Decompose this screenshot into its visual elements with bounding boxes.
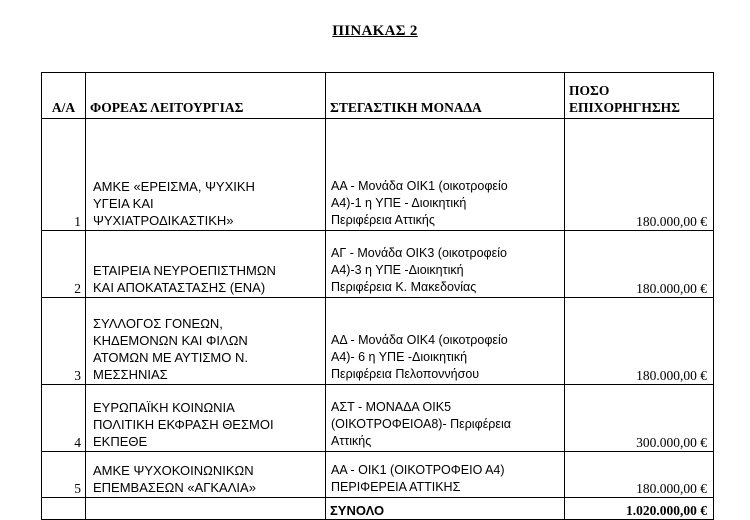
header-amount bbox=[565, 73, 714, 119]
header-row bbox=[42, 73, 714, 119]
org-line: ΕΠΕΜΒΑΣΕΩΝ «ΑΓΚΑΛΙΑ» bbox=[93, 480, 256, 495]
unit-line: Αττικής bbox=[331, 434, 372, 448]
table-title-container bbox=[0, 22, 750, 40]
org-line: ΑΤΟΜΩΝ ΜΕ ΑΥΤΙΣΜΟ Ν. bbox=[93, 350, 248, 365]
table-row bbox=[42, 385, 714, 452]
row-housing-unit bbox=[326, 385, 565, 452]
unit-line: ΑΑ - ΟΙΚ1 (ΟΙΚΟΤΡΟΦΕΙΟ Α4) bbox=[331, 463, 505, 477]
row-number: 3 bbox=[42, 298, 86, 385]
row-organization bbox=[86, 119, 326, 231]
table-row bbox=[42, 298, 714, 385]
header-unit: ΣΤΕΓΑΣΤΙΚΗ ΜΟΝΑΔΑ bbox=[326, 73, 565, 119]
row-amount: 180.000,00 € bbox=[565, 231, 714, 298]
total-empty-cell bbox=[42, 498, 86, 520]
row-number: 5 bbox=[42, 452, 86, 498]
unit-line: (ΟΙΚΟΤΡΟΦΕΙΟΑ8)- Περιφέρεια bbox=[331, 417, 511, 431]
unit-line: Α4)-1 η ΥΠΕ - Διοικητική bbox=[331, 196, 467, 210]
row-housing-unit bbox=[326, 231, 565, 298]
row-organization bbox=[86, 298, 326, 385]
header-amount-line2: ΕΠΙΧΟΡΗΓΗΣΗΣ bbox=[569, 100, 680, 115]
row-housing-unit bbox=[326, 452, 565, 498]
total-amount: 1.020.000,00 € bbox=[565, 498, 714, 520]
org-line: ΕΚΠΕΘΕ bbox=[93, 434, 148, 449]
row-amount: 180.000,00 € bbox=[565, 119, 714, 231]
row-organization bbox=[86, 231, 326, 298]
header-org: ΦΟΡΕΑΣ ΛΕΙΤΟΥΡΓΙΑΣ bbox=[86, 73, 326, 119]
row-amount: 180.000,00 € bbox=[565, 298, 714, 385]
table-title: ΠΙΝΑΚΑΣ 2 bbox=[332, 23, 418, 39]
unit-line: Περιφέρεια Κ. Μακεδονίας bbox=[331, 280, 477, 294]
org-line: ΣΥΛΛΟΓΟΣ ΓΟΝΕΩΝ, bbox=[93, 316, 223, 331]
org-line: ΑΜΚΕ «ΕΡΕΙΣΜΑ, ΨΥΧΙΚΗ bbox=[93, 179, 255, 194]
table-row bbox=[42, 452, 714, 498]
total-label: ΣΥΝΟΛΟ bbox=[326, 498, 565, 520]
row-housing-unit bbox=[326, 119, 565, 231]
total-row bbox=[42, 498, 714, 520]
unit-line: Α4)- 6 η ΥΠΕ -Διοικητική bbox=[331, 350, 468, 364]
table-row bbox=[42, 119, 714, 231]
row-amount: 180.000,00 € bbox=[565, 452, 714, 498]
table-row bbox=[42, 231, 714, 298]
unit-line: ΑΔ - Μονάδα ΟΙΚ4 (οικοτροφείο bbox=[331, 333, 508, 347]
org-line: ΚΗΔΕΜΟΝΩΝ ΚΑΙ ΦΙΛΩΝ bbox=[93, 333, 248, 348]
org-line: ΕΤΑΙΡΕΙΑ ΝΕΥΡΟΕΠΙΣΤΗΜΩΝ bbox=[93, 263, 276, 278]
unit-line: Περιφέρεια Αττικής bbox=[331, 213, 435, 227]
org-line: ΕΥΡΩΠΑΪΚΗ ΚΟΙΝΩΝΙΑ bbox=[93, 400, 235, 415]
header-aa: Α/Α bbox=[42, 73, 86, 119]
unit-line: Περιφέρεια Πελοποννήσου bbox=[331, 367, 480, 381]
total-empty-cell bbox=[86, 498, 326, 520]
row-number: 4 bbox=[42, 385, 86, 452]
row-housing-unit bbox=[326, 298, 565, 385]
unit-line: ΑΑ - Μονάδα ΟΙΚ1 (οικοτροφείο bbox=[331, 179, 508, 193]
org-line: ΨΥΧΙΑΤΡΟΔΙΚΑΣΤΙΚΗ» bbox=[93, 213, 234, 228]
header-amount-line1: ΠΟΣΟ bbox=[569, 83, 610, 98]
row-organization bbox=[86, 452, 326, 498]
row-number: 2 bbox=[42, 231, 86, 298]
org-line: ΥΓΕΙΑ ΚΑΙ bbox=[93, 196, 154, 211]
org-line: ΚΑΙ ΑΠΟΚΑΤΑΣΤΑΣΗΣ (ΕΝΑ) bbox=[93, 280, 266, 295]
org-line: ΠΟΛΙΤΙΚΗ ΕΚΦΡΑΣΗ ΘΕΣΜΟΙ bbox=[93, 417, 274, 432]
unit-line: ΑΓ - Μονάδα ΟΙΚ3 (οικοτροφείο bbox=[331, 246, 507, 260]
row-organization bbox=[86, 385, 326, 452]
row-number: 1 bbox=[42, 119, 86, 231]
org-line: ΜΕΣΣΗΝΙΑΣ bbox=[93, 367, 168, 382]
grants-table bbox=[41, 72, 714, 520]
unit-line: ΠΕΡΙΦΕΡΕΙΑ ΑΤΤΙΚΗΣ bbox=[331, 480, 461, 494]
row-amount: 300.000,00 € bbox=[565, 385, 714, 452]
org-line: ΑΜΚΕ ΨΥΧΟΚΟΙΝΩΝΙΚΩΝ bbox=[93, 463, 254, 478]
unit-line: Α4)-3 η ΥΠΕ -Διοικητική bbox=[331, 263, 464, 277]
unit-line: ΑΣΤ - ΜΟΝΑΔΑ ΟΙΚ5 bbox=[331, 400, 452, 414]
